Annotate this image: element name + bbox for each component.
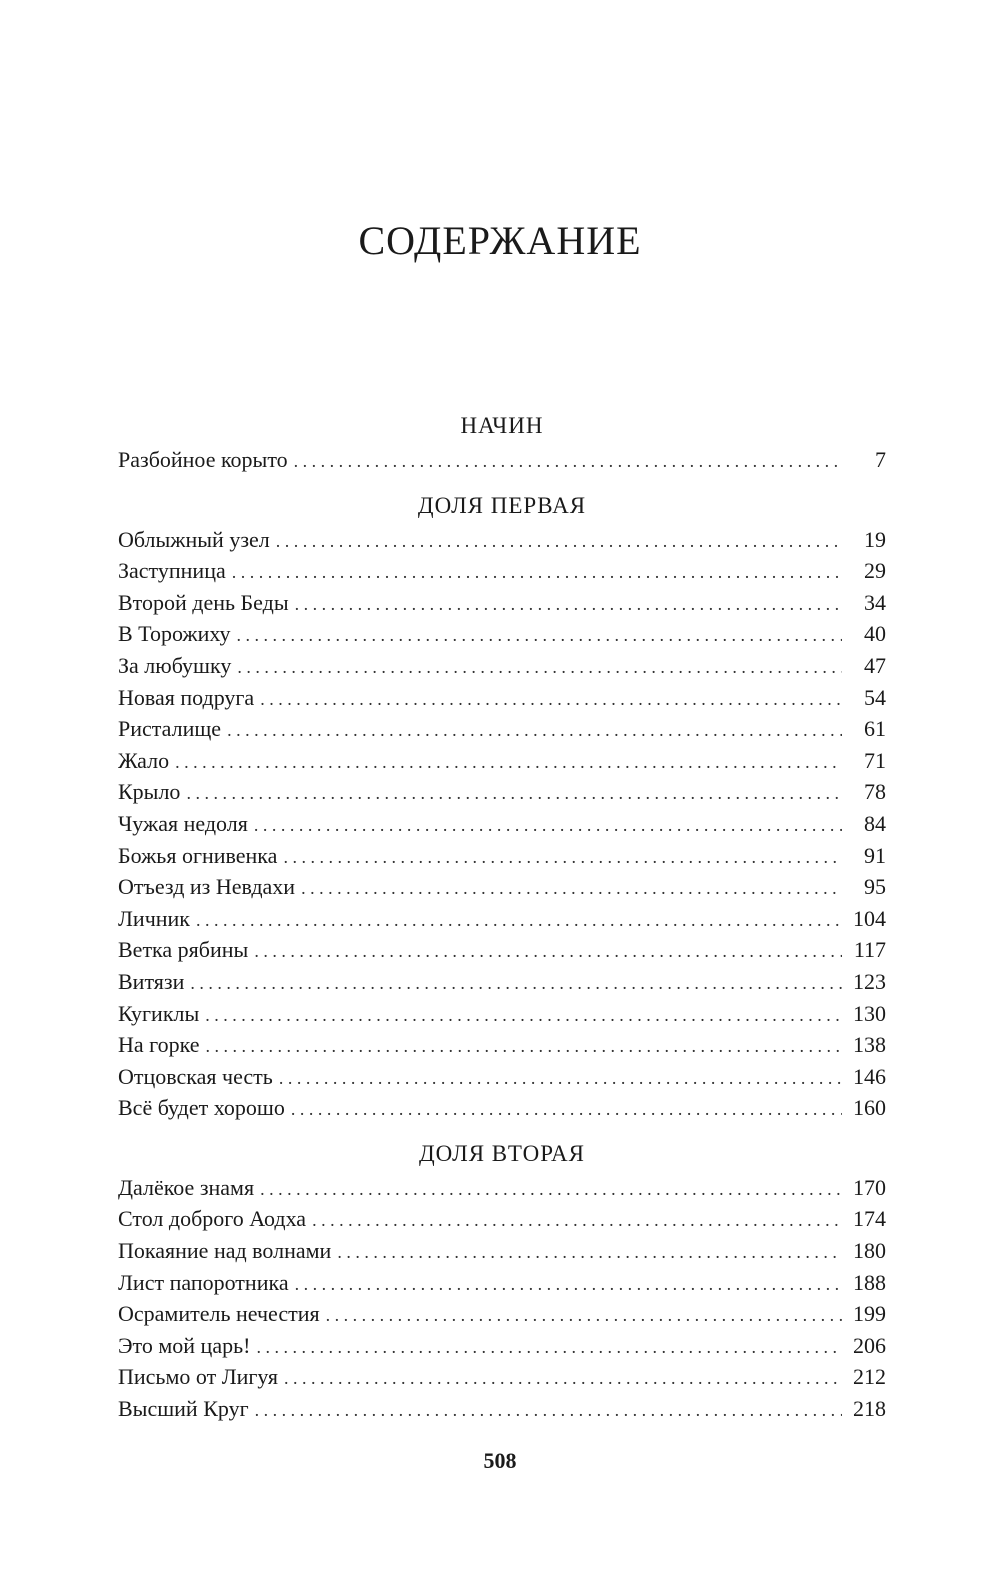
toc-entry [118,1061,886,1093]
dot-leader [294,446,842,478]
toc-entry [118,903,886,935]
dot-leader [337,1237,842,1269]
toc-entry [118,555,886,587]
toc-entry-page: 104 [853,905,886,931]
toc-entry-title: На горке [118,1032,200,1058]
dot-leader [260,1174,842,1206]
toc-entry-title: Письмо от Лигуя [118,1364,278,1390]
toc-entry [118,1393,886,1425]
toc-entry-page: 170 [853,1174,886,1200]
toc-entry-title: Новая подруга [118,684,255,710]
toc-entry-page: 34 [864,589,886,615]
section-heading: НАЧИН [460,413,544,438]
dot-leader [284,1363,842,1395]
toc-entry [118,1203,886,1235]
toc-entry-title: Лист папоротника [118,1269,289,1295]
dot-leader [196,905,842,937]
toc-entry-title: Жало [118,747,170,773]
toc-entry-page: 71 [864,747,886,773]
dot-leader [256,1332,842,1364]
dot-leader [326,1300,842,1332]
toc-entry-page: 138 [853,1032,886,1058]
toc-entry-page: 40 [864,621,886,647]
toc-entry-title: Отцовская честь [118,1063,273,1089]
section-heading: ДОЛЯ ПЕРВАЯ [417,492,587,518]
dot-leader [237,652,842,684]
toc-entry-title: Всё будет хорошо [118,1095,285,1121]
dot-leader [186,778,842,810]
toc-entry-title: Высший Круг [118,1396,249,1422]
toc-entry-title: Крыло [118,779,181,805]
toc-entry-title: Чужая недоля [118,810,248,836]
dot-leader [260,684,842,716]
dot-leader [190,968,842,1000]
toc-entry [118,1330,886,1362]
dot-leader [205,1000,842,1032]
toc-entry-title: Стол доброго Аодха [118,1206,307,1232]
toc-entry-page: 206 [853,1332,886,1358]
toc-entry-page: 78 [864,779,886,805]
toc-entry-page: 130 [853,1000,886,1026]
dot-leader [232,557,842,589]
toc-entry-title: За любушку [118,652,232,678]
dot-leader [254,810,842,842]
toc-entry [118,966,886,998]
toc-entry [118,998,886,1030]
toc-entry-title: Отъезд из Невдахи [118,874,296,900]
dot-leader [291,1094,842,1126]
toc-entry-page: 123 [853,968,886,994]
toc-entry [118,1029,886,1061]
page-title: СОДЕРЖАНИЕ [358,217,642,263]
toc-entry-page: 61 [864,716,886,742]
toc-entry [118,934,886,966]
toc-entry-title: Второй день Беды [118,589,289,615]
dot-leader [227,715,842,747]
toc-entry-title: В Торожиху [118,621,231,647]
dot-leader [279,1063,842,1095]
dot-leader [254,936,842,968]
toc-entry [118,618,886,650]
toc-entry [118,1267,886,1299]
toc-entry-title: Облыжный узел [118,526,270,552]
toc-entry-title: Осрамитель нечестия [118,1301,320,1327]
dot-leader [301,873,842,905]
toc-entry-page: 180 [853,1238,886,1264]
toc-entry-page: 47 [864,652,886,678]
toc-entry [118,871,886,903]
toc-entry-page: 29 [864,558,886,584]
toc-entry-title: Это мой царь! [118,1332,251,1358]
toc-entry-title: Ристалище [118,716,222,742]
toc-entry [118,444,886,476]
toc-entry-page: 218 [853,1396,886,1422]
toc-entry-page: 188 [853,1269,886,1295]
toc-entry-page: 91 [864,842,886,868]
toc-entry-page: 84 [864,810,886,836]
toc-entry-title: Личник [118,905,190,931]
toc-entry [118,745,886,777]
dot-leader [237,620,842,652]
toc-entry [118,587,886,619]
toc-entry-page: 95 [864,874,886,900]
toc-entry-page: 199 [853,1301,886,1327]
toc-entry [118,650,886,682]
toc-entry-page: 117 [853,937,886,963]
toc-entry [118,524,886,556]
toc-entry-title: Далёкое знамя [118,1174,255,1200]
table-of-contents [118,408,886,1425]
toc-entry [118,840,886,872]
toc-entry-page: 19 [864,526,886,552]
toc-entry-page: 146 [853,1063,886,1089]
toc-entry-page: 174 [853,1206,886,1232]
dot-leader [175,747,842,779]
toc-entry-page: 7 [875,447,886,472]
section-heading: ДОЛЯ ВТОРАЯ [418,1140,586,1166]
toc-entry [118,1298,886,1330]
dot-leader [276,526,842,558]
toc-entry [118,713,886,745]
toc-entry [118,1092,886,1124]
page-number: 508 [483,1448,517,1473]
dot-leader [206,1031,842,1063]
toc-entry-title: Кугиклы [118,1000,200,1026]
toc-entry [118,1172,886,1204]
toc-entry-title: Разбойное корыто [118,447,288,472]
dot-leader [312,1205,842,1237]
toc-entry-title: Заступница [118,558,226,584]
toc-entry-title: Витязи [118,968,185,994]
toc-entry-page: 54 [864,684,886,710]
toc-entry [118,1361,886,1393]
dot-leader [255,1395,842,1427]
dot-leader [295,1269,842,1301]
toc-entry [118,1235,886,1267]
toc-entry-title: Ветка рябины [118,937,249,963]
toc-entry [118,682,886,714]
toc-entry-title: Божья огнивенка [118,842,278,868]
toc-entry-page: 160 [853,1095,886,1121]
toc-entry [118,776,886,808]
toc-entry-title: Покаяние над волнами [118,1238,332,1264]
dot-leader [283,842,842,874]
dot-leader [295,589,842,621]
toc-entry-page: 212 [853,1364,886,1390]
toc-entry [118,808,886,840]
